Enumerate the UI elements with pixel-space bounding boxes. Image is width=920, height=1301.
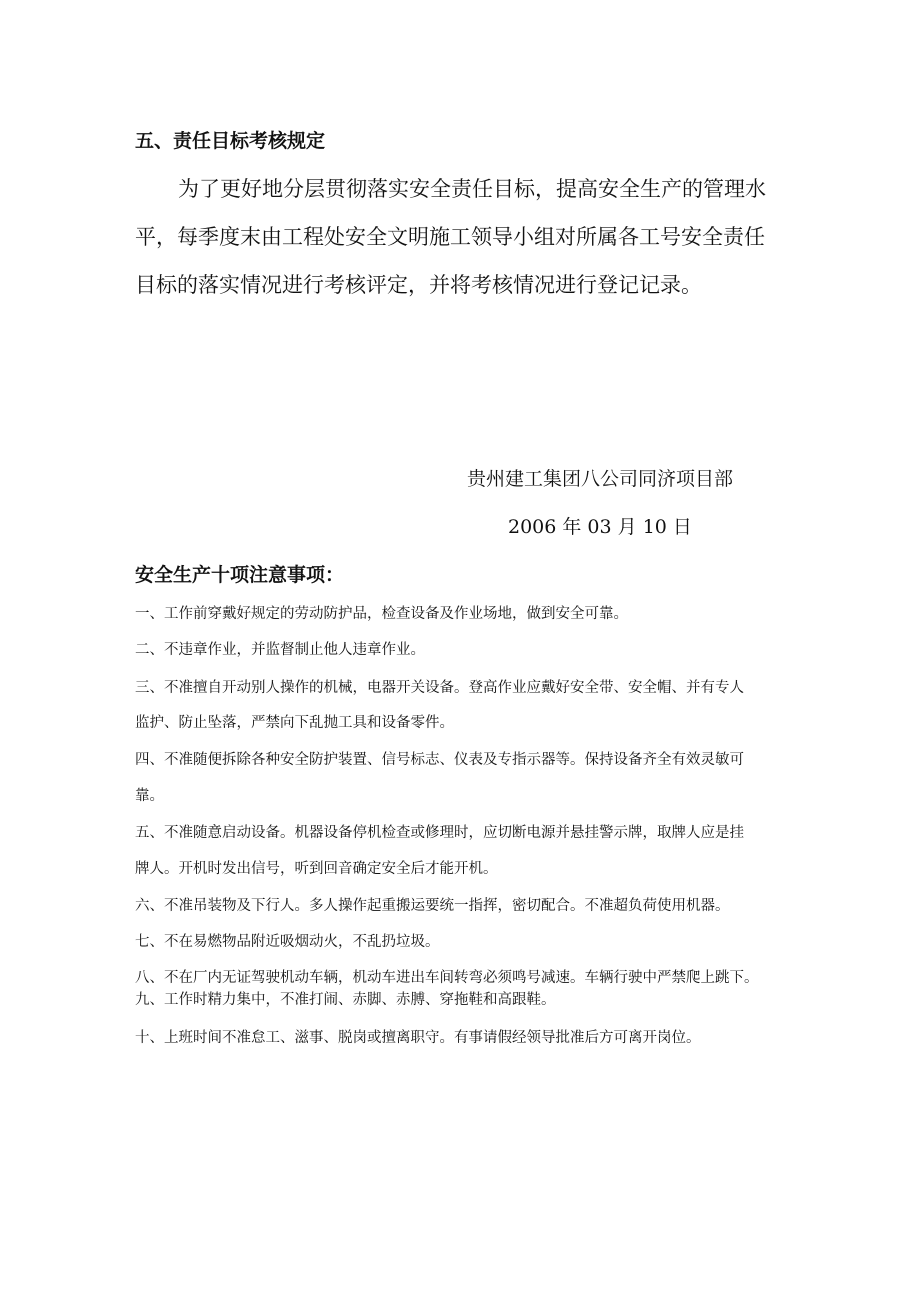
list-item: 九、工作时精力集中，不准打闹、赤脚、赤膊、穿拖鞋和高跟鞋。 [135,992,556,1008]
list-item: 五、不准随意启动设备。机器设备停机检查或修理时，应切断电源并悬挂警示牌，取牌人应是挂 [135,825,744,841]
list-item: 二、不违章作业，并监督制止他人违章作业。 [135,642,425,658]
paragraph-line: 目标的落实情况进行考核评定，并将考核情况进行登记记录。 [135,273,702,297]
list-item-continuation: 靠。 [135,788,164,804]
list-item: 六、不准吊装物及下行人。多人操作起重搬运要统一指挥，密切配合。不准超负荷使用机器。 [135,898,730,914]
paragraph-line: 为了更好地分层贯彻落实安全责任目标，提高安全生产的管理水 [178,177,766,201]
list-item: 八、不在厂内无证驾驶机动车辆，机动车进出车间转弯必须鸣号减速。车辆行驶中严禁爬上跳下。 [135,970,759,986]
section-heading: 五、责任目标考核规定 [135,130,326,152]
list-item-continuation: 牌人。开机时发出信号，听到回音确定安全后才能开机。 [135,861,498,877]
list-title: 安全生产十项注意事项： [135,564,345,586]
signature-organization: 贵州建工集团八公司同济项目部 [467,468,734,490]
signature-date: 2006 年 03 月 10 日 [508,516,692,538]
list-item: 十、上班时间不准怠工、滋事、脱岗或擅离职守。有事请假经领导批准后方可离开岗位。 [135,1030,701,1046]
list-item: 三、不准擅自开动别人操作的机械，电器开关设备。登高作业应戴好安全带、安全帽、并有专人 [135,680,744,696]
list-item: 七、不在易燃物品附近吸烟动火，不乱扔垃圾。 [135,934,440,950]
list-item-continuation: 监护、防止坠落，严禁向下乱抛工具和设备零件。 [135,715,454,731]
list-item: 一、工作前穿戴好规定的劳动防护品，检查设备及作业场地，做到安全可靠。 [135,606,628,622]
paragraph-line: 平，每季度末由工程处安全文明施工领导小组对所属各工号安全责任 [135,225,765,249]
list-item: 四、不准随便拆除各种安全防护装置、信号标志、仪表及专指示器等。保持设备齐全有效灵敏可 [135,752,744,768]
